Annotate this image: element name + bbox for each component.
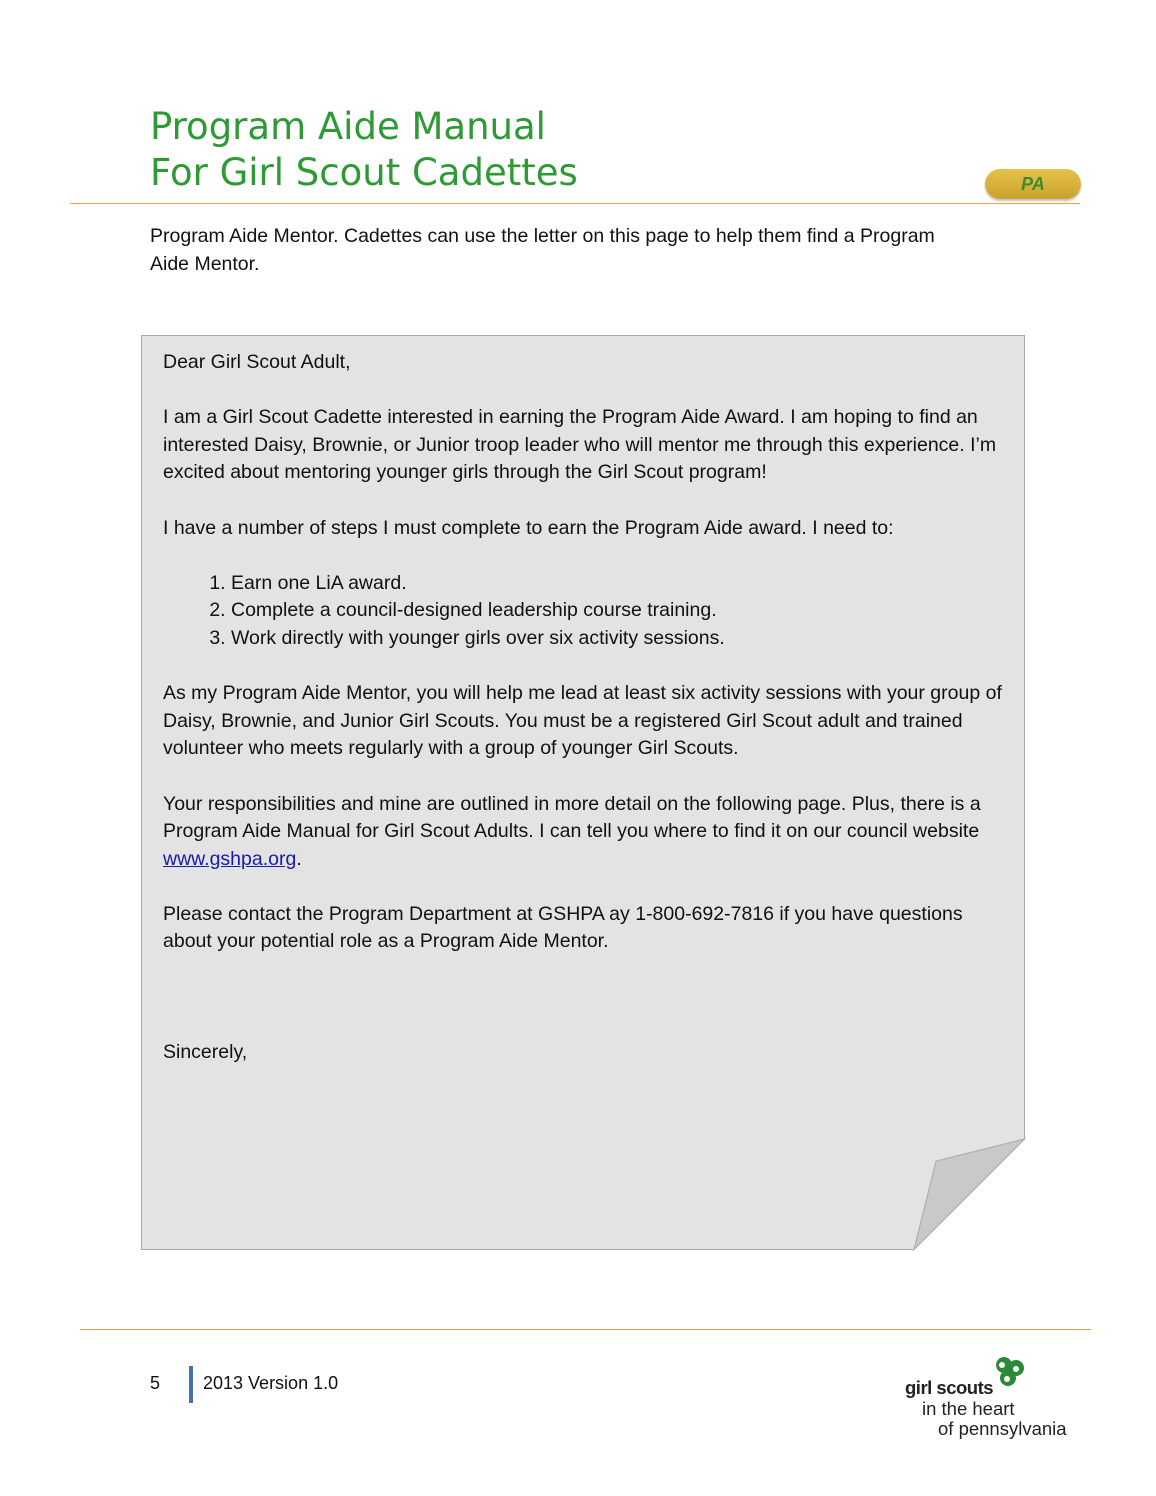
letter-paragraph-2: I have a number of steps I must complete to earn the Program Aide award. I need to: (163, 516, 894, 539)
version-label: 2013 Version 1.0 (203, 1373, 339, 1393)
logo-wordmark (905, 1378, 1075, 1440)
page-title (150, 104, 578, 196)
letter-spacer (163, 984, 1003, 1012)
letter-salutation: Dear Girl Scout Adult, (163, 351, 351, 373)
letter-closing: Sincerely, (163, 1040, 248, 1063)
list-item: 1. Earn one LiA award. (231, 570, 1003, 598)
letter-paragraph-5: Please contact the Program Department at GSHPA ay 1-800-692-7816 if you have questions about your potential role as a Program Aide Mentor. (163, 902, 963, 953)
list-item: 3. Work directly with younger girls over six activity sessions. (231, 625, 1003, 653)
paragraph-4-text: Your responsibilities and mine are outlined in more detail on the following page. Plus, there is a Program Aide Manual for Girl Scout Adults. I can tell you where to find it on our council website (163, 792, 981, 843)
girl-scouts-logo (905, 1356, 1080, 1446)
letter-paragraph-3: As my Program Aide Mentor, you will help me lead at least six activity sessions with your group of Daisy, Brownie, and Junior Girl Scouts. You must be a registered Girl Scout adult and trained volunteer who meets regularly with a group of younger Girl Scouts. (163, 682, 1002, 760)
letter-note (141, 335, 1026, 1251)
page-number: 5 (150, 1373, 161, 1393)
letter-paragraph-1: I am a Girl Scout Cadette interested in earning the Program Aide Award. I am hoping to find an interested Daisy, Brownie, or Junior troop leader who will mentor me through this experience. I’m excited about mentoring younger girls through the Girl Scout program! (163, 406, 997, 484)
header-divider (70, 203, 1080, 204)
letter-body (163, 349, 1003, 1094)
letter-paragraph-4 (163, 791, 1003, 874)
logo-line-1: girl scouts (905, 1377, 994, 1398)
logo-line-3: of pennsylvania (938, 1418, 1067, 1439)
steps-list (163, 570, 1003, 653)
footer-divider (80, 1329, 1091, 1330)
paragraph-4-end: . (296, 847, 302, 870)
gshpa-website-link[interactable]: www.gshpa.org (163, 847, 297, 870)
pa-badge: PA (985, 169, 1081, 199)
list-item: 2. Complete a council-designed leadership course training. (231, 597, 1003, 625)
title-line-1: Program Aide Manual (150, 105, 546, 148)
intro-text: Program Aide Mentor. Cadettes can use the letter on this page to help them find a Program Aide Mentor. (150, 225, 935, 275)
title-line-2: For Girl Scout Cadettes (150, 151, 578, 194)
logo-line-2: in the heart (922, 1397, 1015, 1419)
footer-separator-bar (189, 1366, 193, 1403)
